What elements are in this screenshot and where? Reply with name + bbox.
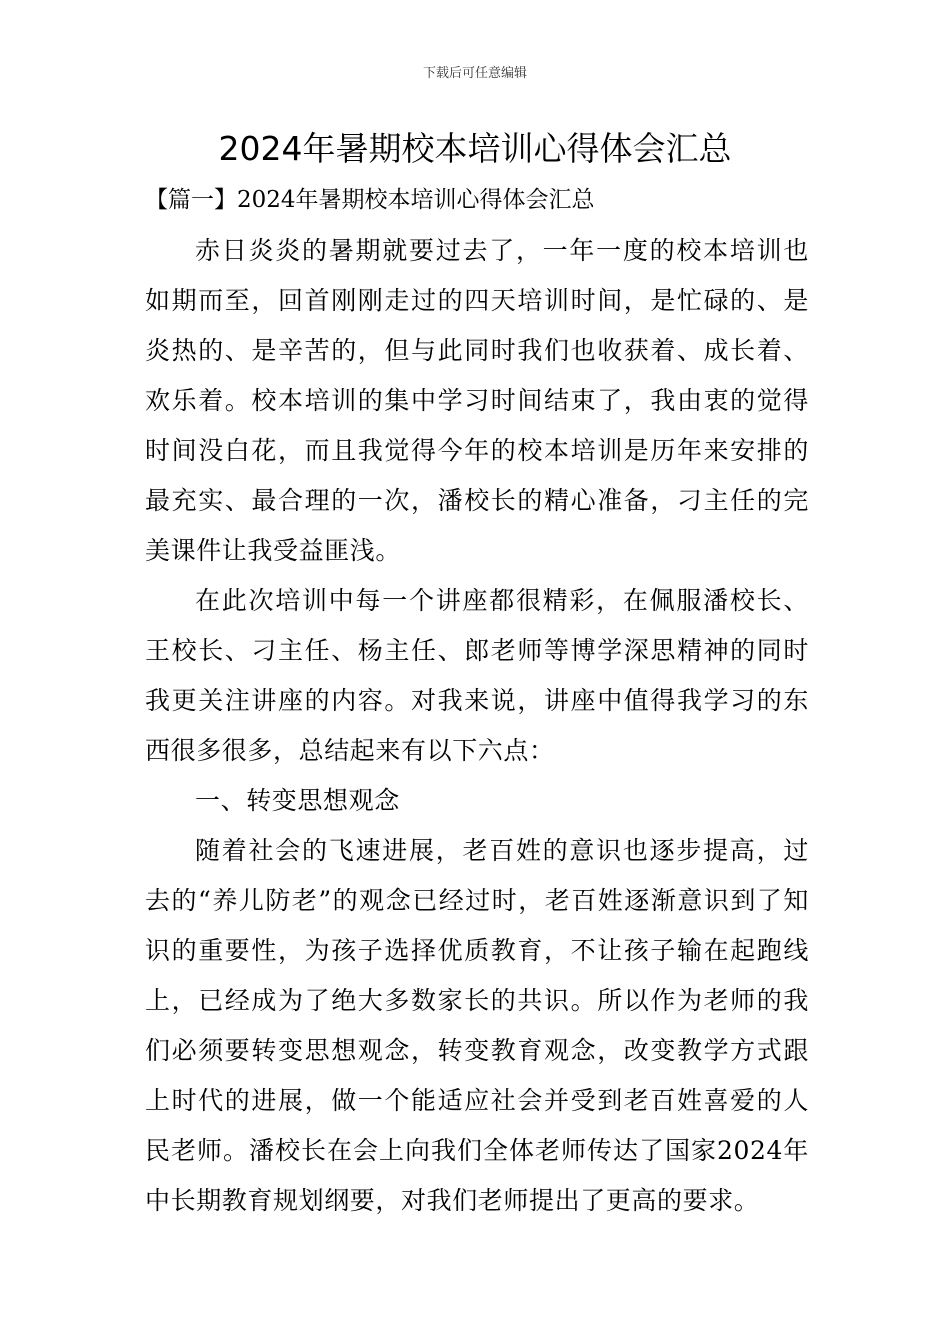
paragraph-point-one: 随着社会的飞速进展，老百姓的意识也逐步提高，过去的“养儿防老”的观念已经过时，老百姓逐渐意识到了知识的重要性，为孩子选择优质教育，不让孩子输在起跑线上，已经成为了绝大多数家长的共识。所以作为老师的我们必须要转变思想观念，转变教育观念，改变教学方式跟上时代的进展，做一个能适应社会并受到老百姓喜爱的人民老师。潘校长在会上向我们全体老师传达了国家2024年中长期教育规划纲要，对我们老师提出了更高的要求。 [145,836,809,1215]
document-body [145,226,809,1226]
document-title: 2024年暑期校本培训心得体会汇总 [218,129,732,168]
header-note: 下载后可任意编辑 [422,66,527,81]
paragraph-lectures: 在此次培训中每一个讲座都很精彩，在佩服潘校长、王校长、刁主任、杨主任、郎老师等博学深思精神的同时我更关注讲座的内容。对我来说，讲座中值得我学习的东西很多很多，总结起来有以下六点： [145,586,809,765]
section-heading: 【篇一】2024年暑期校本培训心得体会汇总 [145,187,595,213]
paragraph-intro: 赤日炎炎的暑期就要过去了，一年一度的校本培训也如期而至，回首刚刚走过的四天培训时间，是忙碌的、是炎热的、是辛苦的，但与此同时我们也收获着、成长着、欢乐着。校本培训的集中学习时间结束了，我由衷的觉得时间没白花，而且我觉得今年的校本培训是历年来安排的最充实、最合理的一次，潘校长的精心准备，刁主任的完美课件让我受益匪浅。 [145,236,809,565]
subheading-point-one: 一、转变思想观念 [195,786,400,815]
